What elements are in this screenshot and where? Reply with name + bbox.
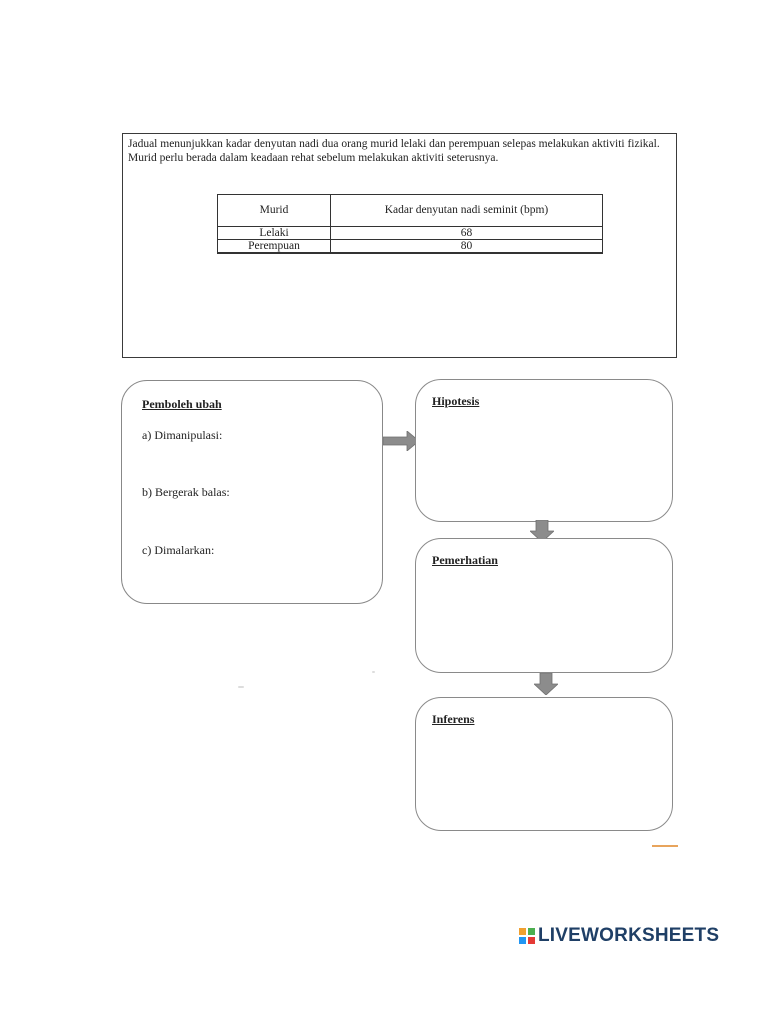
liveworksheets-logo-icon <box>519 928 535 944</box>
header-kadar: Kadar denyutan nadi seminit (bpm) <box>331 195 603 227</box>
cell-murid: Perempuan <box>218 240 331 254</box>
variable-responding: b) Bergerak balas: <box>142 485 230 499</box>
scan-mark <box>238 686 244 688</box>
hypothesis-box <box>415 379 673 522</box>
observation-box <box>415 538 673 673</box>
table-row <box>218 227 603 240</box>
scan-mark <box>372 671 375 673</box>
accent-mark <box>652 845 678 847</box>
cell-kadar: 68 <box>331 227 603 240</box>
cell-murid: Lelaki <box>218 227 331 240</box>
liveworksheets-logo <box>519 925 719 947</box>
arrow-down-icon <box>534 673 558 695</box>
inference-box <box>415 697 673 831</box>
cell-kadar: 80 <box>331 240 603 254</box>
observation-title: Pemerhatian <box>432 553 498 567</box>
variable-constant: c) Dimalarkan: <box>142 543 215 557</box>
inference-title: Inferens <box>432 712 475 726</box>
pulse-rate-table <box>217 194 603 254</box>
variables-title: Pemboleh ubah <box>142 397 222 411</box>
variable-manipulated: a) Dimanipulasi: <box>142 428 223 442</box>
logo-text: LIVEWORKSHEETS <box>538 925 720 946</box>
arrow-right-icon <box>383 431 419 451</box>
intro-text: Jadual menunjukkan kadar denyutan nadi dua orang murid lelaki dan perempuan selepas melakukan aktiviti fizikal. Murid perlu berada dalam keadaan rehat sebelum melakukan aktiviti seterusnya. <box>128 138 660 164</box>
intro-box <box>122 133 677 358</box>
header-murid: Murid <box>218 195 331 227</box>
variables-box <box>121 380 383 604</box>
table-row <box>218 240 603 254</box>
hypothesis-title: Hipotesis <box>432 394 480 408</box>
table-header-row <box>218 195 603 227</box>
